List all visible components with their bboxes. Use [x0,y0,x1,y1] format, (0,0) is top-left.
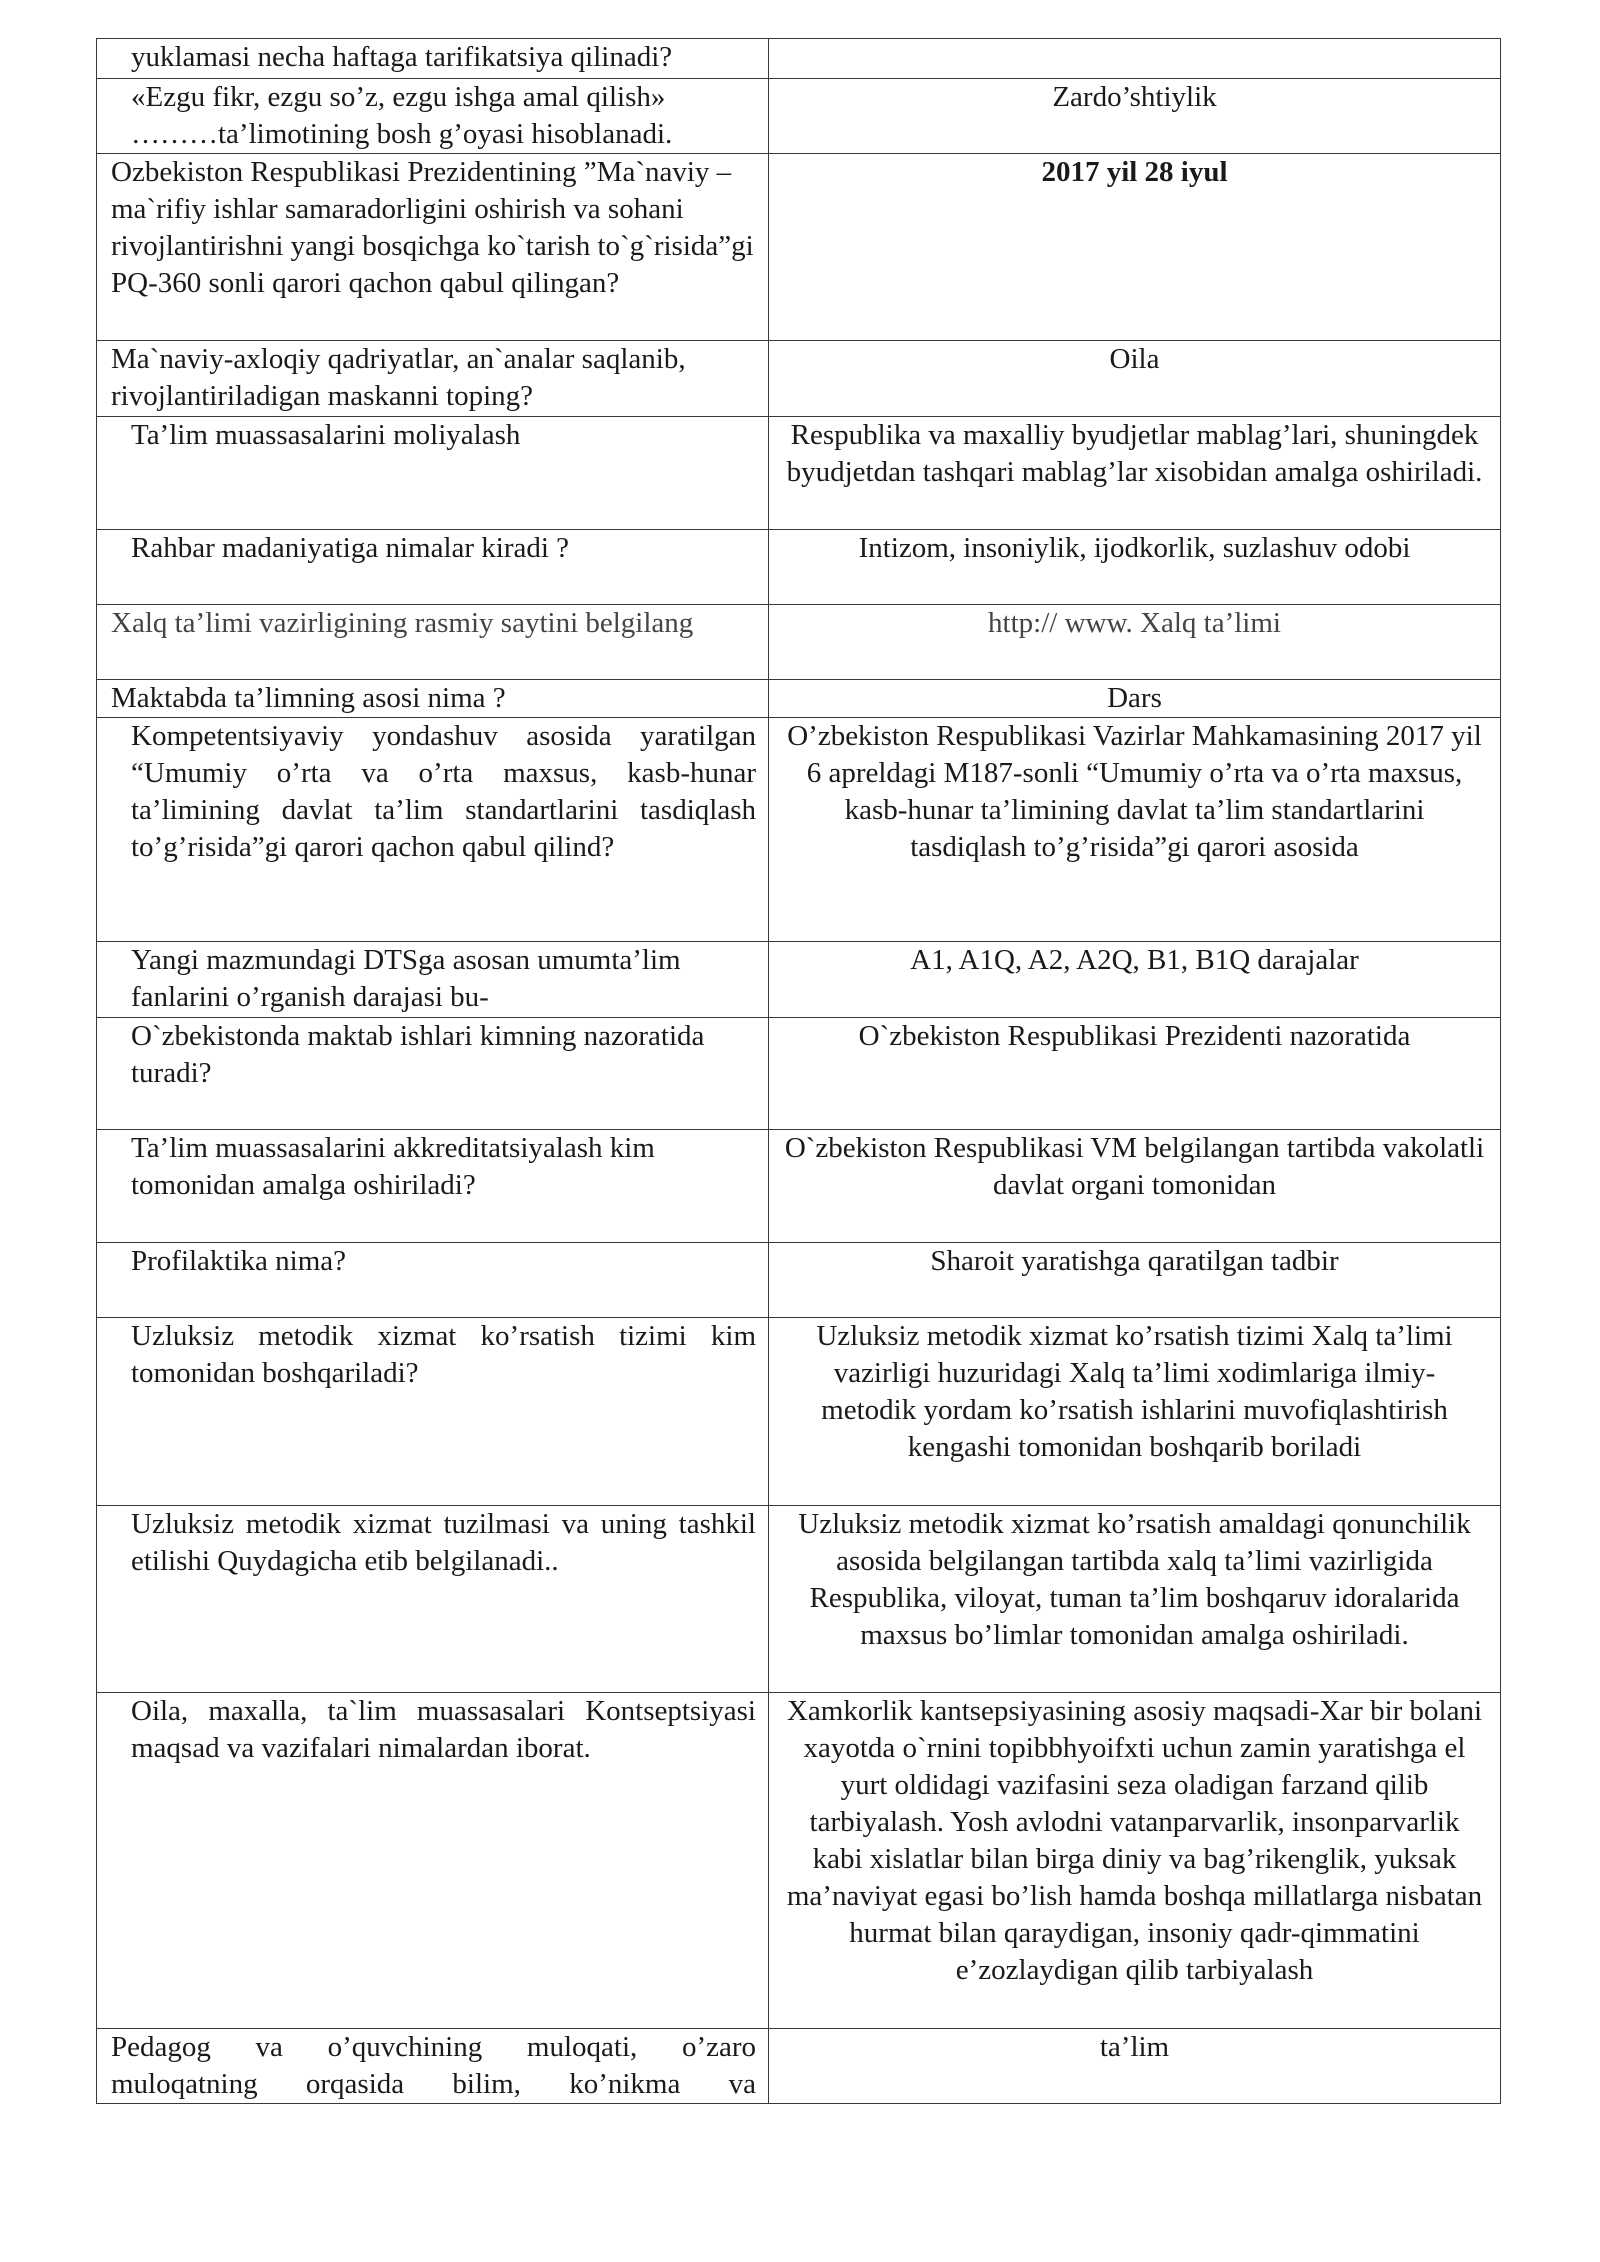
table-row [97,341,1501,417]
answer-cell: O`zbekiston Respublikasi Prezidenti nazoratida [769,1018,1501,1130]
answer-cell: ta’lim [769,2029,1501,2104]
question-cell: O`zbekistonda maktab ishlari kimning nazoratida turadi? [97,1018,769,1130]
table-row [97,1130,1501,1243]
answer-cell: Xamkorlik kantsepsiyasining asosiy maqsadi-Xar bir bolani xayotda o`rnini topibbhyoifxti uchun zamin yaratishga el yurt oldidagi vazifasini seza oladigan farzand qilib tarbiyalash. Yosh avlodni vatanparvarlik, insonparvarlik kabi xislatlar bilan birga diniy va bag’rikenglik, yuksak ma’naviyat egasi bo’lish hamda boshqa millatlarga nisbatan hurmat bilan qaraydigan, insoniy qadr-qimmatini e’zozlaydigan qilib tarbiyalash [769,1693,1501,2029]
question-cell: Kompetentsiyaviy yondashuv asosida yaratilgan “Umumiy o’rta va o’rta maxsus, kasb-hunar ta’limining davlat ta’lim standartlarini tasdiqlash to’g’risida”gi qarori qachon qabul qilind? [97,718,769,942]
qa-table [96,38,1501,2104]
table-row [97,1693,1501,2029]
answer-cell [769,39,1501,79]
table-row [97,605,1501,680]
answer-cell: A1, A1Q, A2, A2Q, B1, B1Q darajalar [769,942,1501,1018]
question-cell: Ma`naviy-axloqiy qadriyatlar, an`analar saqlanib, rivojlantiriladigan maskanni toping? [97,341,769,417]
document-page [96,38,1500,2104]
answer-cell: Zardo’shtiylik [769,79,1501,154]
answer-cell: Oila [769,341,1501,417]
answer-cell: Respublika va maxalliy byudjetlar mablag’lari, shuningdek byudjetdan tashqari mablag’lar xisobidan amalga oshiriladi. [769,417,1501,530]
answer-text: 2017 yil 28 iyul [1041,156,1228,188]
table-row [97,154,1501,341]
answer-cell: O`zbekiston Respublikasi VM belgilangan tartibda vakolatli davlat organi tomonidan [769,1130,1501,1243]
table-row [97,417,1501,530]
question-cell: Ozbekiston Respublikasi Prezidentining ”Ma`naviy –ma`rifiy ishlar samaradorligini oshirish va sohani rivojlantirishni yangi bosqichga ko`tarish to`g`risida”gi PQ-360 sonli qarori qachon qabul qilingan? [97,154,769,341]
question-cell: Rahbar madaniyatiga nimalar kiradi ? [97,530,769,605]
question-cell: Uzluksiz metodik xizmat ko’rsatish tizimi kim tomonidan boshqariladi? [97,1318,769,1506]
question-cell: Uzluksiz metodik xizmat tuzilmasi va uning tashkil etilishi Quydagicha etib belgilanadi.. [97,1506,769,1693]
table-row [97,718,1501,942]
question-cell: yuklamasi necha haftaga tarifikatsiya qilinadi? [97,39,769,79]
answer-cell: Uzluksiz metodik xizmat ko’rsatish tizimi Xalq ta’limi vazirligi huzuridagi Xalq ta’limi xodimlariga ilmiy- metodik yordam ko’rsatish ishlarini muvofiqlashtirish kengashi tomonidan boshqarib boriladi [769,1318,1501,1506]
table-row [97,79,1501,154]
question-cell: Profilaktika nima? [97,1243,769,1318]
question-cell: Maktabda ta’limning asosi nima ? [97,680,769,718]
table-row [97,2029,1501,2104]
answer-cell: Intizom, insoniylik, ijodkorlik, suzlashuv odobi [769,530,1501,605]
question-cell: Yangi mazmundagi DTSga asosan umumta’lim fanlarini o’rganish darajasi bu- [97,942,769,1018]
answer-cell: Sharoit yaratishga qaratilgan tadbir [769,1243,1501,1318]
question-cell: Ta’lim muassasalarini moliyalash [97,417,769,530]
answer-cell: http:// www. Xalq ta’limi [769,605,1501,680]
table-row [97,1506,1501,1693]
answer-cell: Uzluksiz metodik xizmat ko’rsatish amaldagi qonunchilik asosida belgilangan tartibda xalq ta’limi vazirligida Respublika, viloyat, tuman ta’lim boshqaruv idoralarida maxsus bo’limlar tomonidan amalga oshiriladi. [769,1506,1501,1693]
question-cell: Oila, maxalla, ta`lim muassasalari Kontseptsiyasi maqsad va vazifalari nimalardan iborat. [97,1693,769,2029]
answer-cell [769,154,1501,341]
table-row [97,39,1501,79]
answer-cell: O’zbekiston Respublikasi Vazirlar Mahkamasining 2017 yil 6 apreldagi M187-sonli “Umumiy o’rta va o’rta maxsus, kasb-hunar ta’limining davlat ta’lim standartlarini tasdiqlash to’g’risida”gi qarori asosida [769,718,1501,942]
table-row [97,680,1501,718]
question-cell: Xalq ta’limi vazirligining rasmiy saytini belgilang [97,605,769,680]
table-row [97,1018,1501,1130]
question-cell: Pedagog va o’quvchining muloqati, o’zaro muloqatning orqasida bilim, ko’nikma va [97,2029,769,2104]
question-cell: Ta’lim muassasalarini akkreditatsiyalash kim tomonidan amalga oshiriladi? [97,1130,769,1243]
table-row [97,1243,1501,1318]
answer-cell: Dars [769,680,1501,718]
table-row [97,942,1501,1018]
question-cell: «Ezgu fikr, ezgu so’z, ezgu ishga amal qilish» ………ta’limotining bosh g’oyasi hisoblanadi. [97,79,769,154]
table-row [97,1318,1501,1506]
table-row [97,530,1501,605]
